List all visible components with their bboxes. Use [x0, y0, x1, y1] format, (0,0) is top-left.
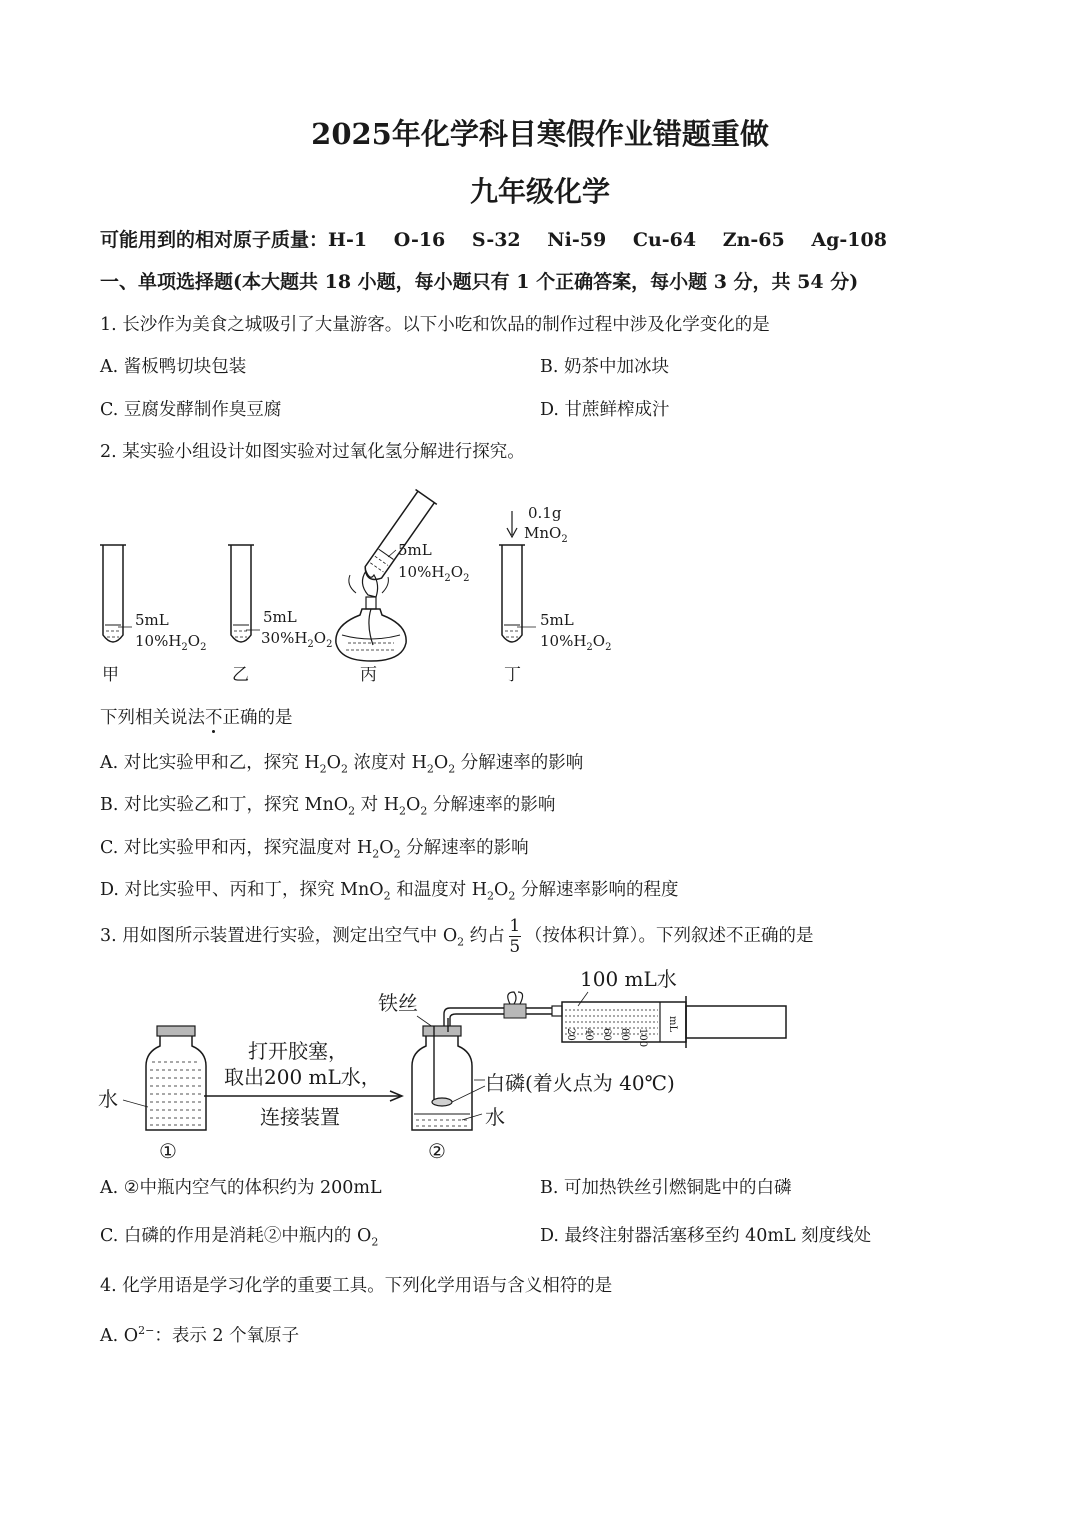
procedure-steps: [204, 1039, 402, 1129]
yi-label: 乙: [232, 665, 249, 685]
q3-option-c: C. 白磷的作用是消耗②中瓶内的 $O_2$: [100, 1226, 379, 1249]
q4-option-a: A. $O^{2-}$：表示 2 个氧原子: [100, 1324, 300, 1346]
question-1-stem: 1. 长沙作为美食之城吸引了大量游客。以下小吃和饮品的制作过程中涉及化学变化的是: [100, 315, 770, 335]
atomic-mass-item: Zn-65: [722, 229, 785, 251]
jia-volume: 5mL: [135, 611, 169, 629]
section-heading: 一、单项选择题(本大题共 18 小题，每小题只有 1 个正确答案，每小题 3 分，共 54 分): [100, 271, 859, 293]
bottle-2: [378, 991, 675, 1163]
test-tube-bing: [336, 489, 470, 685]
page-title: 2025年化学科目寒假作业错题重做: [311, 117, 769, 151]
q3-option-a: A. ②中瓶内空气的体积约为 200mL: [100, 1178, 382, 1198]
bottle-1-label: ①: [159, 1139, 177, 1163]
question-3-stem: 3. 用如图所示装置进行实验，测定出空气中 $O_2$ 约占 $\frac{1}{5}$ （按体积计算）。下列叙述不正确的是: [100, 916, 814, 957]
bing-conc: $10\%H_2O_2$: [398, 563, 470, 584]
q2-option-d: D. 对比实验甲、丙和丁，探究 MnO$_2$ 和温度对 $H_2O_2$ 分解速率影响的程度: [100, 880, 679, 903]
test-tube-ding: [499, 504, 611, 685]
atomic-mass-item: O-16: [393, 229, 446, 251]
svg-text:mL: mL: [667, 1016, 678, 1033]
atomic-mass-item: Ni-59: [547, 229, 607, 251]
q1-option-a: A. 酱板鸭切块包装: [100, 357, 247, 377]
bing-volume: 5mL: [398, 541, 432, 559]
q2-option-b: B. 对比实验乙和丁，探究 MnO$_2$ 对 $H_2O_2$ 分解速率的影响: [100, 795, 556, 818]
q2-option-a: A. 对比实验甲和乙，探究 $H_2O_2$ 浓度对 $H_2O_2$ 分解速率的影响: [100, 753, 584, 776]
bottle-1: [98, 1026, 206, 1163]
q2-prompt: 下列相关说法不正确的是: [100, 708, 293, 728]
q1-option-b: B. 奶茶中加冰块: [540, 357, 669, 377]
yi-volume: 5mL: [263, 608, 297, 626]
atomic-masses: [100, 225, 887, 252]
ding-conc: $10\%H_2O_2$: [540, 632, 612, 653]
fraction-one-fifth: $\frac{1}{5}$: [509, 916, 521, 957]
white-phosphorus-label: 白磷(着火点为 40℃): [485, 1071, 675, 1095]
atomic-mass-item: Cu-64: [632, 229, 697, 251]
ding-added: 0.1g: [528, 504, 562, 522]
ding-volume: 5mL: [540, 611, 574, 629]
yi-conc: $30\%H_2O_2$: [261, 629, 333, 650]
syringe: [552, 967, 786, 1048]
iron-wire-label: 铁丝: [378, 991, 418, 1015]
test-tube-yi: [228, 545, 332, 685]
bing-label: 丙: [360, 665, 377, 685]
q3-option-d: D. 最终注射器活塞移至约 40mL 刻度线处: [540, 1226, 872, 1246]
ding-label: 丁: [504, 665, 521, 685]
svg-text:连接装置: 连接装置: [260, 1105, 340, 1129]
question-4-stem: 4. 化学用语是学习化学的重要工具。下列化学用语与含义相符的是: [100, 1276, 613, 1296]
q3-option-b: B. 可加热铁丝引燃铜匙中的白磷: [540, 1178, 792, 1198]
atomic-masses-label: 可能用到的相对原子质量：: [100, 229, 329, 251]
question-2-stem: 2. 某实验小组设计如图实验对过氧化氢分解进行探究。: [100, 442, 525, 462]
atomic-mass-item: S-32: [471, 229, 521, 251]
jia-conc: $10\%H_2O_2$: [135, 632, 207, 653]
water-label-2: 水: [485, 1105, 505, 1129]
q1-option-c: C. 豆腐发酵制作臭豆腐: [100, 400, 282, 420]
ding-catalyst: MnO$_2$: [524, 524, 568, 545]
atomic-mass-item: H-1: [328, 229, 368, 251]
svg-text:100: 100: [637, 1028, 648, 1048]
svg-text:20: 20: [565, 1028, 576, 1041]
water-label-1: 水: [98, 1087, 118, 1111]
q3-apparatus-figure: [90, 962, 810, 1167]
bottle-2-label: ②: [428, 1139, 446, 1163]
svg-text:40: 40: [583, 1028, 594, 1041]
jia-label: 甲: [102, 665, 119, 685]
svg-text:打开胶塞，: 打开胶塞，: [248, 1039, 348, 1063]
svg-text:取出200 mL水，: 取出200 mL水，: [224, 1065, 381, 1089]
page-subtitle: 九年级化学: [469, 175, 610, 208]
q2-option-c: C. 对比实验甲和丙，探究温度对 $H_2O_2$ 分解速率的影响: [100, 838, 529, 861]
q1-option-d: D. 甘蔗鲜榨成汁: [540, 400, 670, 420]
syringe-label: 100 mL水: [580, 967, 677, 991]
atomic-mass-item: Ag-108: [811, 229, 887, 251]
svg-text:80: 80: [619, 1028, 630, 1041]
q2-experiment-figure: [90, 475, 650, 690]
test-tube-jia: [100, 545, 206, 685]
svg-text:60: 60: [601, 1028, 612, 1041]
